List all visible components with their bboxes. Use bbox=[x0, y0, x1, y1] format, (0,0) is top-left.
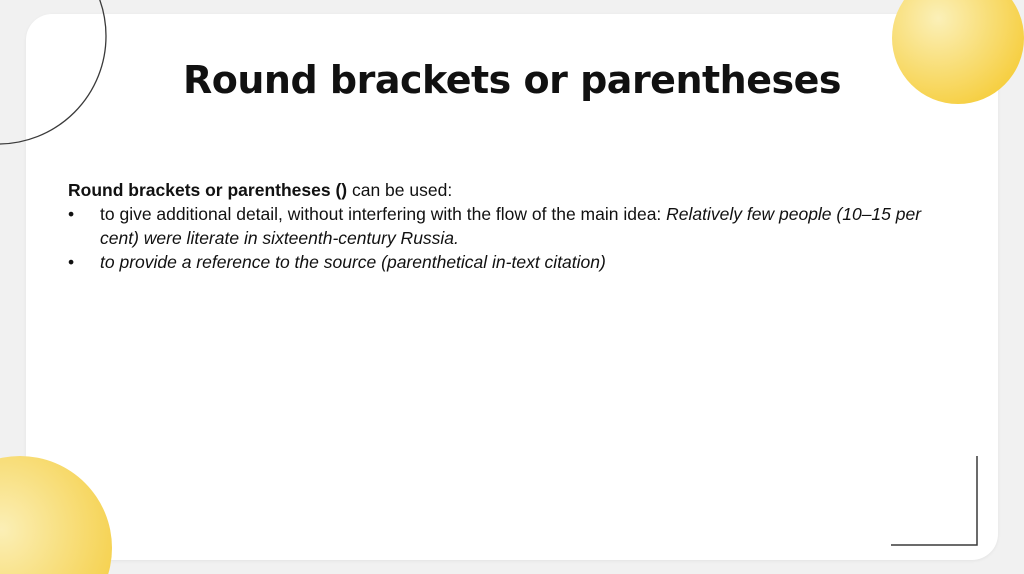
bottom-left-yellow-circle bbox=[0, 456, 112, 574]
bullet-example-text: Relatively few people (10–15 per cent) were literate in sixteenth-century Russia. bbox=[100, 204, 922, 248]
bullet-text: to give additional detail, without interfering with the flow of the main idea: bbox=[100, 204, 667, 224]
bullet-marker: • bbox=[68, 252, 75, 272]
intro-line bbox=[68, 178, 928, 202]
bullet-item-reference bbox=[68, 250, 928, 274]
bottom-right-corner-line bbox=[891, 456, 977, 545]
slide-body bbox=[68, 178, 928, 274]
slide-title: Round brackets or parentheses bbox=[182, 58, 842, 102]
bullet-marker: • bbox=[68, 204, 75, 224]
intro-bold-text: Round brackets or parentheses () bbox=[68, 180, 348, 200]
bullet-item-detail bbox=[68, 202, 928, 250]
bullet-text: to provide a reference to the source (parenthetical in-text citation) bbox=[100, 252, 606, 272]
intro-rest-text: can be used: bbox=[347, 180, 453, 200]
